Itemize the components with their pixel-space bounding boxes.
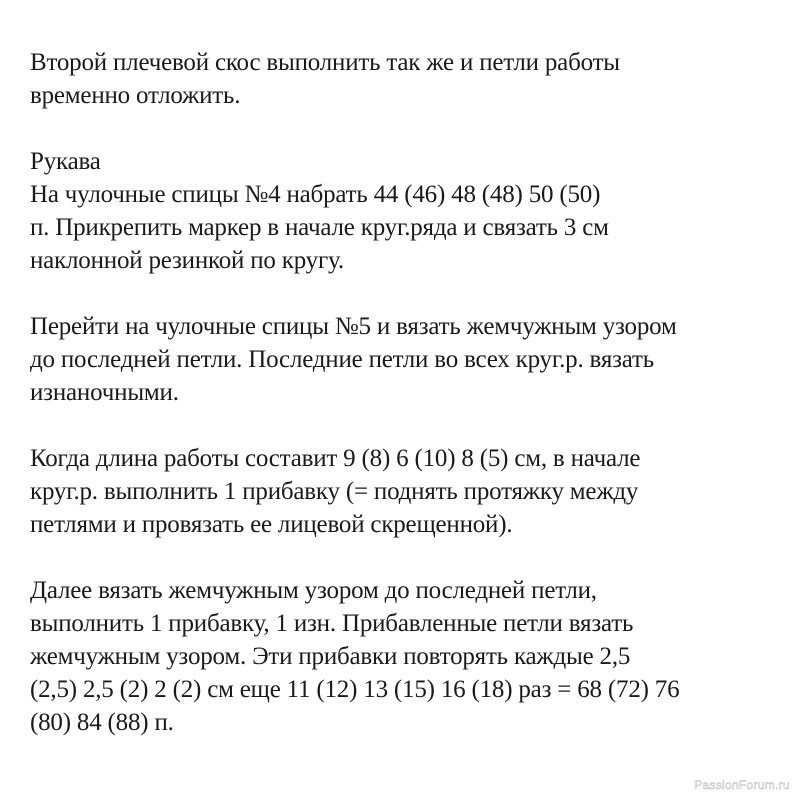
text-line: п. Прикрепить маркер в начале круг.ряда и связать 3 см <box>30 214 609 241</box>
text-line: (2,5) 2,5 (2) 2 (2) см еще 11 (12) 13 (15) 16 (18) раз = 68 (72) 76 <box>30 676 680 703</box>
paragraph-seed-stitch <box>30 310 790 409</box>
text-line: выполнить 1 прибавку, 1 изн. Прибавленные петли вязать <box>30 610 634 637</box>
section-heading-sleeves: Рукава <box>30 148 101 175</box>
text-line: жемчужным узором. Эти прибавки повторять каждые 2,5 <box>30 643 631 670</box>
document-page <box>30 46 790 772</box>
text-line: Второй плечевой скос выполнить так же и петли работы <box>30 49 620 76</box>
text-line: круг.р. выполнить 1 прибавку (= поднять протяжку между <box>30 478 639 505</box>
text-line: (80) 84 (88) п. <box>30 709 174 736</box>
text-line: Далее вязать жемчужным узором до последней петли, <box>30 577 597 604</box>
watermark-passionforum: PassionForum.ru <box>694 778 790 792</box>
paragraph-sleeves <box>30 145 790 277</box>
text-line: временно отложить. <box>30 82 241 109</box>
paragraph-first-increase <box>30 442 790 541</box>
text-line: Перейти на чулочные спицы №5 и вязать жемчужным узором <box>30 313 677 340</box>
text-line: до последней петли. Последние петли во всех круг.р. вязать <box>30 346 654 373</box>
text-line: На чулочные спицы №4 набрать 44 (46) 48 (48) 50 (50) <box>30 181 601 208</box>
paragraph-shoulder-slope <box>30 46 790 112</box>
text-line: изнаночными. <box>30 379 179 406</box>
text-line: петлями и провязать ее лицевой скрещенной). <box>30 511 513 538</box>
text-line: наклонной резинкой по кругу. <box>30 247 344 274</box>
text-line: Когда длина работы составит 9 (8) 6 (10) 8 (5) см, в начале <box>30 445 641 472</box>
paragraph-repeat-increases <box>30 574 790 739</box>
